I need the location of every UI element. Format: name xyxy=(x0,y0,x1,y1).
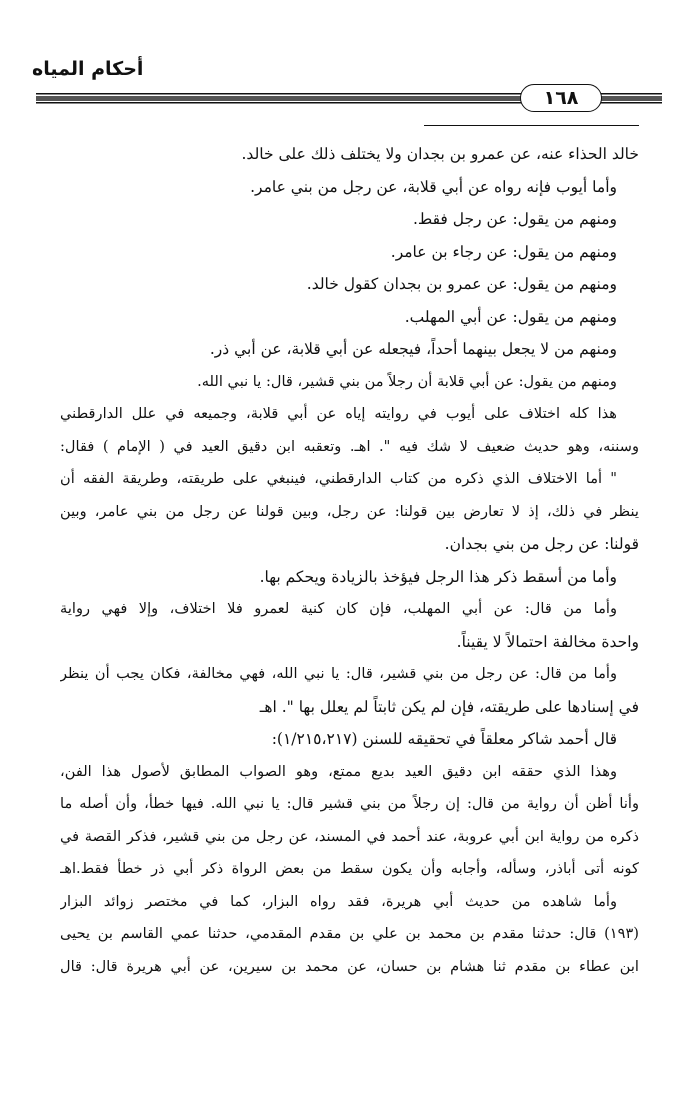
text-line: وأما من قال: عن رجل من بني قشير، قال: يا نبي الله، فهي مخالفة، فكان يجب أن ينظر xyxy=(60,665,617,682)
text-line: ابن عطاء بن مقدم ثنا هشام بن حسان، عن محمد بن سيرين، عن أبي هريرة قال: قال xyxy=(60,957,639,975)
text-line: وأما من أسقط ذكر هذا الرجل فيؤخذ بالزيادة ويحكم بها. xyxy=(259,567,617,586)
text-line: خالد الحذاء عنه، عن عمرو بن بجدان ولا يختلف ذلك على خالد. xyxy=(241,145,639,163)
body-text xyxy=(60,138,639,983)
text-line: ينظر في ذلك، إذ لا تعارض بين قولنا: عن رجل، وبين قولنا عن رجل من بني عامر، وبين xyxy=(60,502,639,520)
text-line: وأما من قال: عن أبي المهلب، فإن كان كنية لعمرو فلا اختلاف، وإلا فهي رواية xyxy=(60,600,617,617)
text-line: وهذا الذي حققه ابن دقيق العيد بديع ممتع، وهو الصواب المطابق لأصول هذا الفن، xyxy=(60,762,617,780)
text-line: قال أحمد شاكر معلقاً في تحقيقه للسنن (١/٢١٥،٢١٧): xyxy=(271,730,617,748)
text-line: قولنا: عن رجل من بني بجدان. xyxy=(444,535,639,553)
text-line: ذكره من رواية ابن أبي عروبة، عند أحمد في المسند، عن رجل من بني قشير، فذكر القصة في xyxy=(60,827,639,845)
text-line: ومنهم من لا يجعل بينهما أحداً، فيجعله عن أبي قلابة، عن أبي ذر. xyxy=(209,340,617,358)
page-number: ١٦٨ xyxy=(520,84,602,112)
book-title: أحكام المياه xyxy=(32,58,144,80)
text-line: ومنهم من يقول: عن رجاء بن عامر. xyxy=(390,242,617,261)
text-line: ومنهم من يقول: عن أبي المهلب. xyxy=(404,307,617,326)
text-line: ومنهم من يقول: عن رجل فقط. xyxy=(412,210,617,228)
text-line: كونه أتى أباذر، وسأله، وأجابه وأن يكون سقط من بعض الرواة ذكر أبي ذر خطأ فقط.اهـ xyxy=(60,860,639,877)
text-line: وأما أيوب فإنه رواه عن أبي قلابة، عن رجل من بني عامر. xyxy=(250,177,617,196)
text-line: ومنهم من يقول: عن أبي قلابة أن رجلاً من بني قشير، قال: يا نبي الله. xyxy=(197,372,617,390)
text-line: في إسنادها على طريقته، فإن لم يكن ثابتاً لم يعلل بها ". اهـ xyxy=(259,697,639,716)
text-line: وأنا أظن أن رواية من قال: إن رجلاً من بني قشير قال: يا نبي الله. فيها خطأ، وأن أصله ما xyxy=(60,795,639,812)
text-line: ومنهم من يقول: عن عمرو بن بجدان كقول خالد. xyxy=(306,275,617,293)
text-line: واحدة مخالفة احتمالاً لا يقيناً. xyxy=(456,632,639,651)
section-divider xyxy=(424,125,639,126)
text-line: " أما الاختلاف الذي ذكره من كتاب الدارقطني، فينبغي على طريقته، وطريقة الفقه أن xyxy=(60,470,617,487)
text-line: (١٩٣) قال: حدثنا مقدم بن محمد بن علي بن مقدم المقدمي، حدثنا عمي القاسم بن يحيى xyxy=(60,925,639,942)
text-line: وأما شاهده من حديث أبي هريرة، فقد رواه البزار، كما في مختصر زوائد البزار xyxy=(60,892,617,910)
text-line: هذا كله اختلاف على أيوب في روايته إياه عن أبي قلابة، وجميعه في علل الدارقطني xyxy=(60,405,617,422)
text-line: وسننه، وهو حديث ضعيف لا شك فيه ". اهـ. وتعقبه ابن دقيق العيد في ( الإمام ) فقال: xyxy=(60,437,639,455)
